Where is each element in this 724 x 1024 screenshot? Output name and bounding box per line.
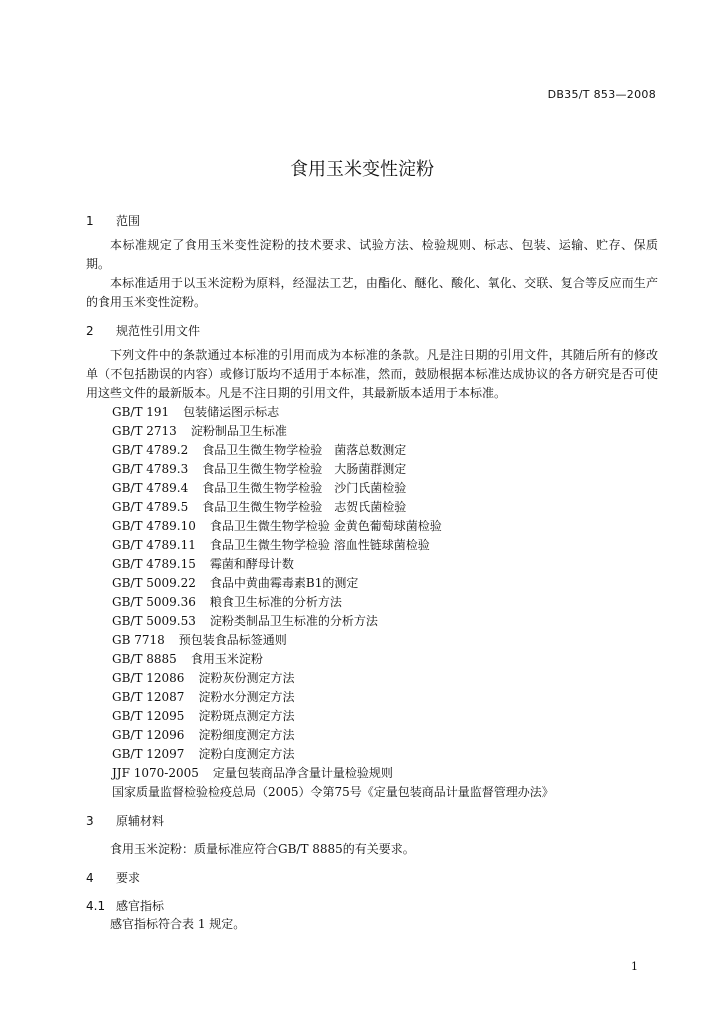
section-number: 4 bbox=[86, 871, 94, 885]
reference-item bbox=[86, 726, 658, 745]
paragraph: 下列文件中的条款通过本标准的引用而成为本标准的条款。凡是注日期的引用文件，其随后所有的修改单（不包括勘误的内容）或修订版均不适用于本标准，然而，鼓励根据本标准达成协议的各方研究是否可使用这些文件的最新版本。凡是不注日期的引用文件，其最新版本适用于本标准。 bbox=[86, 348, 658, 400]
reference-code: GB/T 191 bbox=[112, 405, 170, 419]
reference-code: GB/T 4789.5 bbox=[112, 500, 189, 514]
reference-name: 食品卫生微生物学检验 菌落总数测定 bbox=[202, 443, 407, 457]
reference-code: GB/T 12095 bbox=[112, 709, 185, 723]
reference-item bbox=[86, 707, 658, 726]
document-title: 食用玉米变性淀粉 bbox=[290, 159, 434, 180]
reference-item bbox=[86, 536, 658, 555]
reference-item bbox=[86, 555, 658, 574]
reference-code: GB/T 5009.22 bbox=[112, 576, 196, 590]
section-4-heading bbox=[86, 869, 658, 887]
reference-item bbox=[86, 669, 658, 688]
reference-code: GB/T 4789.15 bbox=[112, 557, 196, 571]
reference-code: JJF 1070-2005 bbox=[112, 766, 199, 780]
reference-name: 淀粉斑点测定方法 bbox=[198, 709, 295, 723]
reference-item bbox=[86, 612, 658, 631]
reference-item bbox=[86, 479, 658, 498]
reference-item bbox=[86, 764, 658, 783]
reference-item bbox=[86, 688, 658, 707]
reference-name: 食品卫生微生物学检验 溶血性链球菌检验 bbox=[209, 538, 430, 552]
reference-name: 食品卫生微生物学检验 志贺氏菌检验 bbox=[202, 500, 407, 514]
reference-code: GB/T 12097 bbox=[112, 747, 185, 761]
page-number: 1 bbox=[631, 960, 638, 973]
reference-name: 食品卫生微生物学检验 沙门氏菌检验 bbox=[202, 481, 407, 495]
section-number: 1 bbox=[86, 214, 94, 228]
reference-item bbox=[86, 631, 658, 650]
reference-name: 淀粉细度测定方法 bbox=[198, 728, 295, 742]
section-number: 3 bbox=[86, 814, 94, 828]
reference-code: GB/T 8885 bbox=[112, 652, 177, 666]
reference-name: 淀粉类制品卫生标准的分析方法 bbox=[209, 614, 378, 628]
reference-name: 霉菌和酵母计数 bbox=[209, 557, 294, 571]
section-1-heading bbox=[86, 212, 658, 230]
reference-item bbox=[86, 422, 658, 441]
paragraph: 感官指标符合表 1 规定。 bbox=[110, 917, 246, 931]
reference-code: GB/T 4789.11 bbox=[112, 538, 196, 552]
reference-code: GB/T 5009.36 bbox=[112, 595, 196, 609]
reference-item: 国家质量监督检验检疫总局（2005）令第75号《定量包装商品计量监督管理办法》 bbox=[112, 785, 554, 799]
section-number: 2 bbox=[86, 324, 94, 338]
reference-item bbox=[86, 593, 658, 612]
reference-name: 包装储运图示标志 bbox=[183, 405, 280, 419]
document-body bbox=[86, 212, 658, 934]
reference-item bbox=[86, 403, 658, 422]
reference-list bbox=[86, 403, 658, 783]
paragraph: 本标准规定了食用玉米变性淀粉的技术要求、试验方法、检验规则、标志、包装、运输、贮存、保质期。 bbox=[86, 238, 658, 271]
subsection-number: 4.1 bbox=[86, 899, 106, 913]
reference-code: GB/T 2713 bbox=[112, 424, 177, 438]
standard-code: DB35/T 853—2008 bbox=[547, 88, 656, 101]
reference-name: 淀粉白度测定方法 bbox=[198, 747, 295, 761]
reference-item bbox=[86, 574, 658, 593]
reference-item bbox=[86, 650, 658, 669]
reference-code: GB/T 4789.2 bbox=[112, 443, 189, 457]
reference-code: GB/T 4789.4 bbox=[112, 481, 189, 495]
section-title: 要求 bbox=[116, 871, 141, 885]
reference-code: GB/T 12096 bbox=[112, 728, 185, 742]
reference-name: 定量包装商品净含量计量检验规则 bbox=[212, 766, 393, 780]
subsection-4-1-heading bbox=[86, 897, 658, 915]
reference-name: 粮食卫生标准的分析方法 bbox=[209, 595, 342, 609]
subsection-title: 感官指标 bbox=[116, 899, 165, 913]
reference-item bbox=[86, 745, 658, 764]
reference-item bbox=[86, 441, 658, 460]
reference-code: GB/T 5009.53 bbox=[112, 614, 196, 628]
section-title: 规范性引用文件 bbox=[116, 324, 201, 338]
reference-code: GB/T 12087 bbox=[112, 690, 185, 704]
paragraph: 本标准适用于以玉米淀粉为原料，经湿法工艺，由酯化、醚化、酸化、氧化、交联、复合等反应而生产的食用玉米变性淀粉。 bbox=[86, 276, 658, 309]
reference-item bbox=[86, 517, 658, 536]
reference-name: 食品卫生微生物学检验 大肠菌群测定 bbox=[202, 462, 407, 476]
section-title: 范围 bbox=[116, 214, 141, 228]
reference-name: 食品中黄曲霉毒素B1的测定 bbox=[209, 576, 359, 590]
reference-name: 食品卫生微生物学检验 金黄色葡萄球菌检验 bbox=[209, 519, 442, 533]
section-2-heading bbox=[86, 322, 658, 340]
reference-name: 淀粉水分测定方法 bbox=[198, 690, 295, 704]
reference-code: GB 7718 bbox=[112, 633, 165, 647]
section-title: 原辅材料 bbox=[116, 814, 165, 828]
reference-name: 食用玉米淀粉 bbox=[190, 652, 263, 666]
reference-code: GB/T 4789.3 bbox=[112, 462, 189, 476]
reference-name: 淀粉灰份测定方法 bbox=[198, 671, 295, 685]
reference-name: 淀粉制品卫生标准 bbox=[190, 424, 287, 438]
reference-item bbox=[86, 460, 658, 479]
paragraph: 食用玉米淀粉：质量标准应符合GB/T 8885的有关要求。 bbox=[110, 842, 415, 856]
reference-name: 预包装食品标签通则 bbox=[178, 633, 287, 647]
section-3-heading bbox=[86, 812, 658, 830]
reference-code: GB/T 4789.10 bbox=[112, 519, 196, 533]
reference-code: GB/T 12086 bbox=[112, 671, 185, 685]
reference-item bbox=[86, 498, 658, 517]
